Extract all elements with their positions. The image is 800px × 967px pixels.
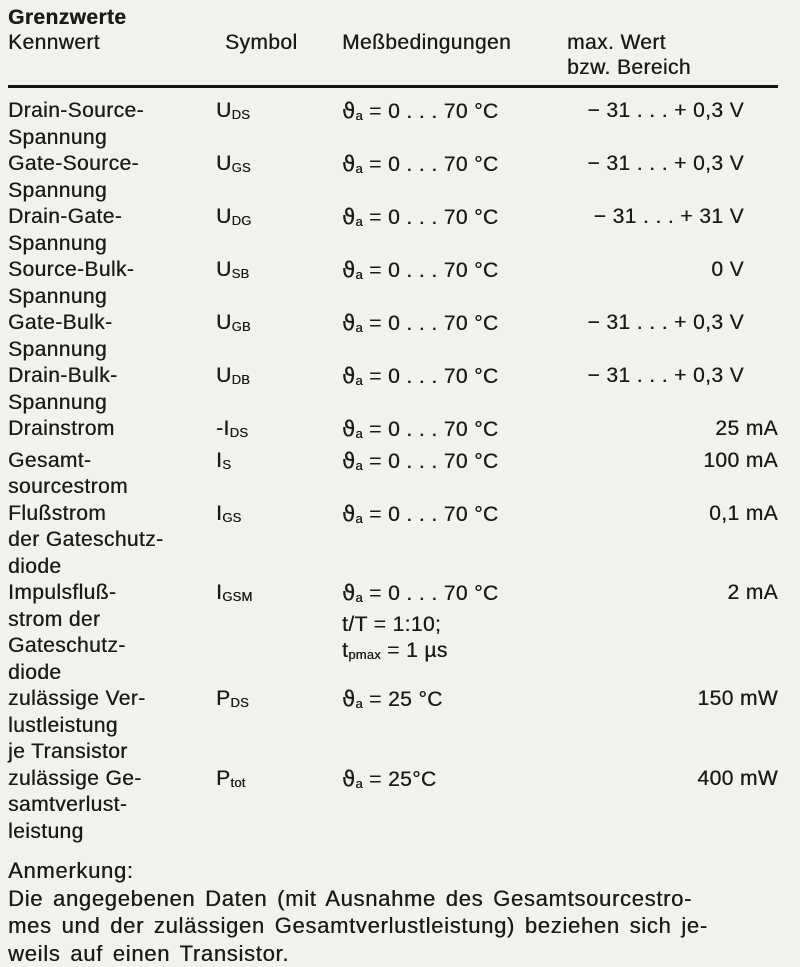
symbol-main: I bbox=[223, 417, 229, 440]
symbol-subscript: DS bbox=[230, 425, 248, 440]
table-row bbox=[8, 448, 778, 501]
condition-text: = 0 . . . 70 °C bbox=[363, 365, 499, 388]
symbol-main: P bbox=[216, 767, 230, 790]
condition-line bbox=[342, 310, 567, 342]
theta-subscript: a bbox=[355, 267, 362, 282]
kennwert-cell: Drain-Source- Spannung bbox=[8, 98, 216, 151]
symbol-main: I bbox=[216, 502, 222, 525]
theta-symbol: ϑ bbox=[342, 364, 355, 388]
symbol-cell bbox=[216, 257, 342, 310]
symbol-cell bbox=[216, 310, 342, 363]
theta-symbol: ϑ bbox=[342, 687, 355, 711]
condition-line bbox=[342, 98, 567, 130]
condition-line bbox=[342, 257, 567, 289]
symbol-cell bbox=[216, 416, 342, 448]
theta-symbol: ϑ bbox=[342, 205, 355, 229]
symbol-main: P bbox=[216, 687, 230, 710]
theta-symbol: ϑ bbox=[342, 502, 355, 526]
symbol-cell bbox=[216, 363, 342, 416]
condition-text: = 0 . . . 70 °C bbox=[363, 503, 499, 526]
condition-text: = 25 °C bbox=[363, 688, 443, 711]
condition-line bbox=[342, 638, 567, 669]
theta-subscript: a bbox=[355, 320, 362, 335]
kennwert-cell: Source-Bulk- Spannung bbox=[8, 257, 216, 310]
limit-table bbox=[8, 98, 778, 845]
header-rule bbox=[8, 85, 778, 88]
symbol-cell bbox=[216, 580, 342, 686]
theta-symbol: ϑ bbox=[342, 417, 355, 441]
table-row bbox=[8, 766, 778, 846]
max-wert-cell: 100 mA bbox=[567, 448, 778, 501]
table-header bbox=[8, 5, 778, 80]
condition-text: = 0 . . . 70 °C bbox=[363, 450, 499, 473]
kennwert-cell: zulässige Ge- samtverlust- leistung bbox=[8, 766, 216, 846]
condition-line bbox=[342, 501, 567, 533]
messbedingungen-cell bbox=[342, 98, 567, 151]
max-wert-cell: 2 mA bbox=[567, 580, 778, 686]
table-row bbox=[8, 151, 778, 204]
messbedingungen-cell bbox=[342, 416, 567, 448]
table-row bbox=[8, 416, 778, 448]
symbol-subscript: GS bbox=[222, 510, 241, 525]
condition-text: = 0 . . . 70 °C bbox=[363, 153, 499, 176]
max-wert-cell: 25 mA bbox=[567, 416, 778, 448]
theta-symbol: ϑ bbox=[342, 152, 355, 176]
max-wert-cell: − 31 . . . + 0,3 V bbox=[567, 98, 778, 151]
symbol-cell bbox=[216, 686, 342, 766]
max-wert-cell: − 31 . . . + 0,3 V bbox=[567, 363, 778, 416]
header-col-kennwert bbox=[8, 5, 216, 80]
messbedingungen-cell bbox=[342, 257, 567, 310]
symbol-subscript: S bbox=[222, 457, 231, 472]
symbol-subscript: GB bbox=[232, 319, 251, 334]
messbedingungen-cell bbox=[342, 363, 567, 416]
symbol-subscript: DS bbox=[232, 107, 250, 122]
theta-subscript: a bbox=[355, 511, 362, 526]
table-row bbox=[8, 257, 778, 310]
symbol-cell bbox=[216, 448, 342, 501]
kennwert-cell: Gesamt- sourcestrom bbox=[8, 448, 216, 501]
tp-subscript: pmax bbox=[348, 647, 381, 662]
condition-line bbox=[342, 416, 567, 448]
symbol-subscript: tot bbox=[230, 775, 245, 790]
max-wert-cell: − 31 . . . + 31 V bbox=[567, 204, 778, 257]
table-row bbox=[8, 204, 778, 257]
messbedingungen-cell bbox=[342, 686, 567, 766]
messbedingungen-cell bbox=[342, 151, 567, 204]
symbol-main: U bbox=[216, 258, 232, 281]
condition-text: t bbox=[342, 639, 348, 662]
note bbox=[8, 857, 778, 967]
max-wert-cell: 150 mW bbox=[567, 686, 778, 766]
kennwert-cell: Impulsfluß- strom der Gateschutz- diode bbox=[8, 580, 216, 686]
theta-subscript: a bbox=[355, 776, 362, 791]
symbol-subscript: DG bbox=[232, 213, 252, 228]
theta-symbol: ϑ bbox=[342, 767, 355, 791]
theta-subscript: a bbox=[355, 214, 362, 229]
symbol-main: U bbox=[216, 205, 232, 228]
condition-text: = 0 . . . 70 °C bbox=[363, 100, 499, 123]
condition-line bbox=[342, 686, 567, 718]
symbol-subscript: GSM bbox=[222, 589, 252, 604]
condition-text: t/T = 1:10; bbox=[342, 613, 441, 636]
column-header-kennwert: Kennwert bbox=[8, 30, 216, 55]
max-wert-line2: bzw. Bereich bbox=[567, 55, 778, 80]
kennwert-cell: Flußstrom der Gateschutz- diode bbox=[8, 501, 216, 581]
condition-line bbox=[342, 580, 567, 612]
condition-line bbox=[342, 766, 567, 798]
symbol-cell bbox=[216, 204, 342, 257]
condition-line bbox=[342, 448, 567, 480]
condition-line bbox=[342, 363, 567, 395]
table-row bbox=[8, 580, 778, 686]
max-wert-line1: max. Wert bbox=[567, 30, 778, 55]
condition-text: = 0 . . . 70 °C bbox=[363, 206, 499, 229]
theta-symbol: ϑ bbox=[342, 449, 355, 473]
symbol-main: U bbox=[216, 152, 232, 175]
condition-text: = 25°C bbox=[363, 768, 437, 791]
max-wert-cell: − 31 . . . + 0,3 V bbox=[567, 310, 778, 363]
note-title: Anmerkung: bbox=[8, 857, 778, 885]
note-body: Die angegebenen Daten (mit Ausnahme des Gesamtsourcestro- mes und der zulässigen Gesamtverlustleistung) beziehen sich je- weils auf einen Transistor. bbox=[8, 885, 778, 967]
column-header-max-wert bbox=[567, 5, 778, 80]
column-header-messbedingungen: Meßbedingungen bbox=[342, 5, 567, 80]
column-header-symbol: Symbol bbox=[216, 5, 342, 80]
table-row bbox=[8, 686, 778, 766]
messbedingungen-cell bbox=[342, 501, 567, 581]
symbol-prefix: - bbox=[216, 417, 223, 440]
condition-line bbox=[342, 612, 567, 639]
theta-subscript: a bbox=[355, 373, 362, 388]
theta-subscript: a bbox=[355, 426, 362, 441]
symbol-cell bbox=[216, 151, 342, 204]
condition-text: = 0 . . . 70 °C bbox=[363, 418, 499, 441]
table-row bbox=[8, 363, 778, 416]
kennwert-cell: Drain-Bulk- Spannung bbox=[8, 363, 216, 416]
theta-subscript: a bbox=[355, 458, 362, 473]
table-row bbox=[8, 310, 778, 363]
messbedingungen-cell bbox=[342, 448, 567, 501]
theta-subscript: a bbox=[355, 108, 362, 123]
symbol-cell bbox=[216, 98, 342, 151]
kennwert-cell: Gate-Source- Spannung bbox=[8, 151, 216, 204]
kennwert-cell: Gate-Bulk- Spannung bbox=[8, 310, 216, 363]
max-wert-cell: 0 V bbox=[567, 257, 778, 310]
condition-line bbox=[342, 204, 567, 236]
condition-text: = 0 . . . 70 °C bbox=[363, 582, 499, 605]
theta-symbol: ϑ bbox=[342, 258, 355, 282]
messbedingungen-cell bbox=[342, 580, 567, 686]
messbedingungen-cell bbox=[342, 766, 567, 846]
symbol-main: I bbox=[216, 449, 222, 472]
table-row bbox=[8, 501, 778, 581]
condition-text: = 1 µs bbox=[381, 639, 448, 662]
symbol-subscript: DB bbox=[232, 372, 250, 387]
messbedingungen-cell bbox=[342, 204, 567, 257]
max-wert-cell: − 31 . . . + 0,3 V bbox=[567, 151, 778, 204]
symbol-subscript: SB bbox=[232, 266, 250, 281]
page-title: Grenzwerte bbox=[8, 5, 216, 30]
theta-subscript: a bbox=[355, 590, 362, 605]
symbol-main: U bbox=[216, 364, 232, 387]
symbol-cell bbox=[216, 766, 342, 846]
kennwert-cell: Drainstrom bbox=[8, 416, 216, 448]
theta-symbol: ϑ bbox=[342, 581, 355, 605]
symbol-subscript: GS bbox=[232, 160, 251, 175]
condition-text: = 0 . . . 70 °C bbox=[363, 259, 499, 282]
messbedingungen-cell bbox=[342, 310, 567, 363]
symbol-main: U bbox=[216, 99, 232, 122]
kennwert-cell: zulässige Ver- lustleistung je Transistor bbox=[8, 686, 216, 766]
condition-text: = 0 . . . 70 °C bbox=[363, 312, 499, 335]
table-row bbox=[8, 98, 778, 151]
symbol-main: U bbox=[216, 311, 232, 334]
kennwert-cell: Drain-Gate- Spannung bbox=[8, 204, 216, 257]
theta-symbol: ϑ bbox=[342, 311, 355, 335]
max-wert-cell: 400 mW bbox=[567, 766, 778, 846]
symbol-subscript: DS bbox=[230, 695, 248, 710]
theta-subscript: a bbox=[355, 161, 362, 176]
condition-line bbox=[342, 151, 567, 183]
theta-symbol: ϑ bbox=[342, 99, 355, 123]
theta-subscript: a bbox=[355, 696, 362, 711]
max-wert-cell: 0,1 mA bbox=[567, 501, 778, 581]
symbol-cell bbox=[216, 501, 342, 581]
symbol-main: I bbox=[216, 581, 222, 604]
